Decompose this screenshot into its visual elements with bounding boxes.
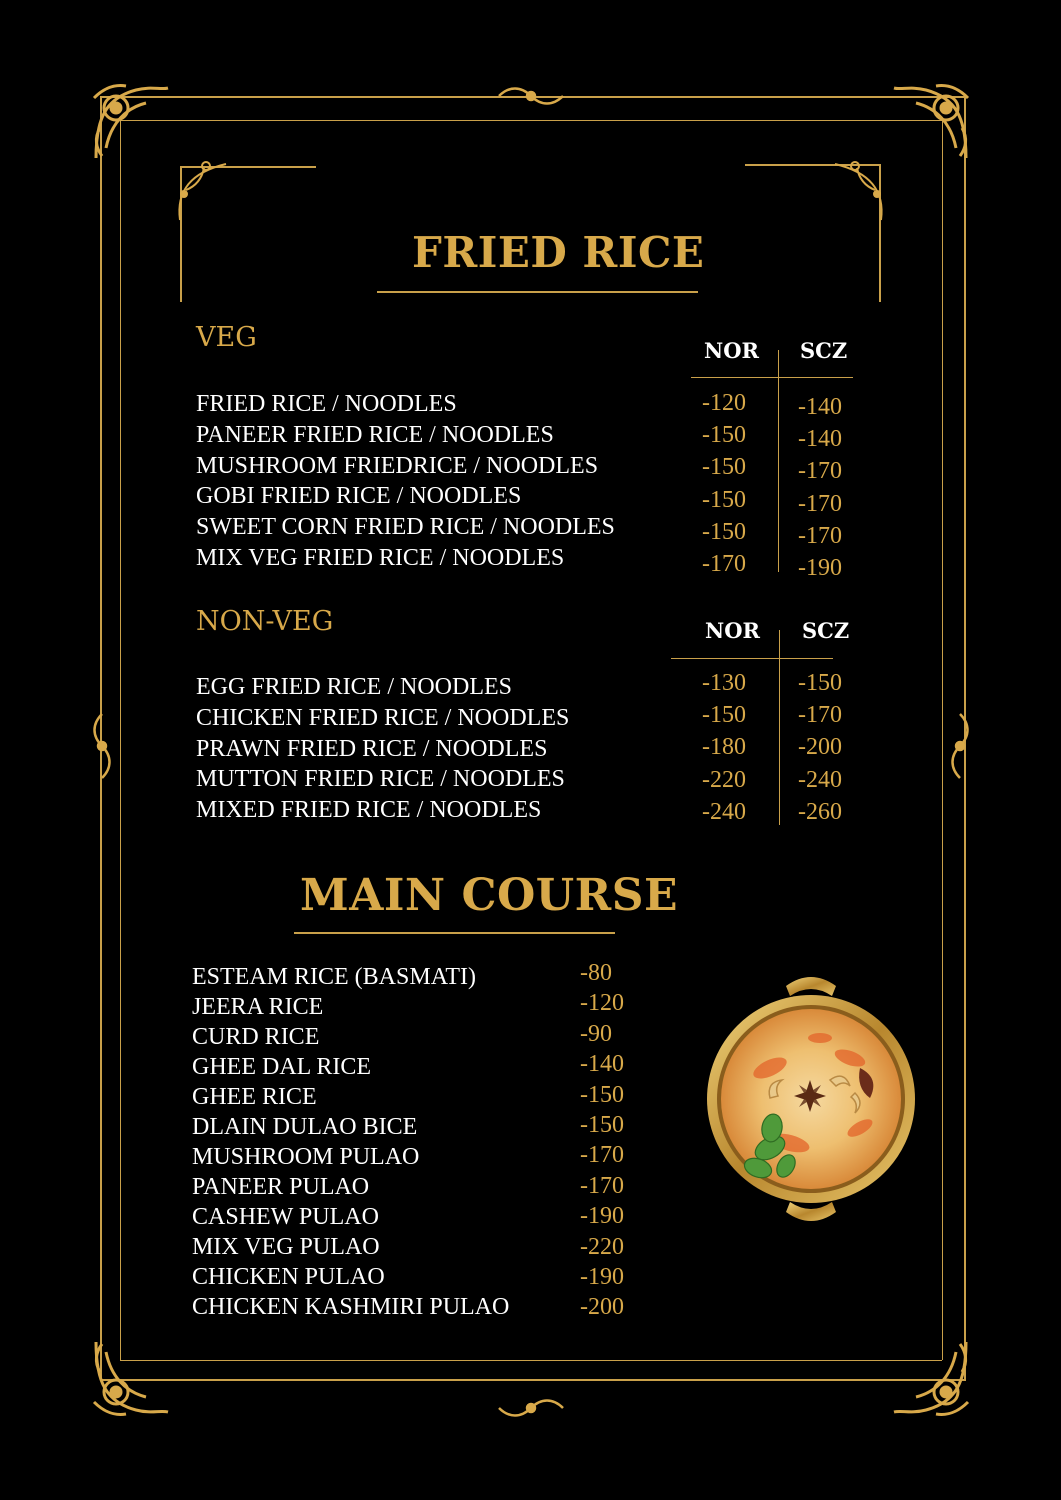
price-scz: -150 (798, 670, 842, 696)
price-scz: -170 (798, 458, 842, 485)
main-course-item: CHICKEN KASHMIRI PULAO (192, 1294, 510, 1320)
fried-rice-title-underline (377, 291, 698, 293)
price-nor: -240 (702, 798, 746, 825)
inner-frame-right (942, 120, 943, 1360)
main-course-item: MUSHROOM PULAO (192, 1144, 420, 1170)
nonveg-item-list (196, 672, 569, 826)
nonveg-item: MIXED FRIED RICE / NOODLES (196, 797, 542, 824)
veg-item: MIX VEG FRIED RICE / NOODLES (196, 544, 565, 571)
biryani-bowl-image (700, 968, 922, 1230)
price-nor: -180 (702, 734, 746, 761)
price-nor: -150 (702, 518, 746, 545)
price: -80 (580, 960, 612, 986)
price-nor: -150 (702, 702, 746, 729)
flourish-icon (815, 150, 895, 230)
main-course-title-underline (294, 932, 615, 934)
inner-frame-left (120, 120, 121, 1360)
scroll-ornament-icon (495, 84, 567, 108)
nonveg-col-nor: NOR (705, 618, 760, 643)
veg-col-divider-v (778, 350, 779, 572)
veg-item: PANEER FRIED RICE / NOODLES (196, 421, 554, 448)
nonveg-heading: NON-VEG (196, 606, 334, 637)
price-scz: -170 (798, 702, 842, 729)
main-course-item: PANEER PULAO (192, 1174, 370, 1200)
nonveg-item: PRAWN FRIED RICE / NOODLES (196, 735, 548, 762)
main-course-item: DLAIN DULAO BICE (192, 1114, 418, 1140)
main-course-title: MAIN COURSE (300, 870, 679, 921)
main-course-item: JEERA RICE (192, 994, 324, 1020)
main-course-item: MIX VEG PULAO (192, 1234, 380, 1260)
nonveg-item: EGG FRIED RICE / NOODLES (196, 674, 512, 700)
veg-col-divider-h (691, 377, 853, 378)
price-nor: -220 (702, 766, 746, 793)
price: -150 (580, 1112, 624, 1139)
veg-col-nor: NOR (704, 338, 759, 363)
price: -190 (580, 1203, 624, 1230)
flourish-icon (166, 150, 246, 230)
veg-item: SWEET CORN FRIED RICE / NOODLES (196, 514, 615, 541)
nonveg-item: CHICKEN FRIED RICE / NOODLES (196, 704, 570, 731)
corner-ornament-icon (86, 78, 176, 168)
price-nor: -170 (702, 551, 746, 578)
fried-rice-title: FRIED RICE (412, 228, 705, 277)
price: -170 (580, 1142, 624, 1169)
price: -120 (580, 990, 624, 1017)
main-course-item: GHEE DAL RICE (192, 1054, 372, 1080)
price-nor: -120 (702, 390, 746, 416)
price-nor: -150 (702, 422, 746, 449)
veg-heading: VEG (196, 322, 257, 353)
nonveg-col-divider-v (779, 630, 780, 825)
price: -170 (580, 1172, 624, 1199)
nonveg-col-divider-h (671, 658, 833, 659)
scroll-ornament-icon (948, 710, 972, 782)
price-scz: -260 (798, 798, 842, 825)
price-scz: -170 (798, 490, 842, 517)
nonveg-col-scz: SCZ (802, 618, 850, 643)
price: -220 (580, 1233, 624, 1260)
price-scz: -140 (798, 394, 842, 420)
veg-item: MUSHROOM FRIEDRICE / NOODLES (196, 452, 599, 479)
veg-item: GOBI FRIED RICE / NOODLES (196, 483, 522, 510)
price-scz: -240 (798, 766, 842, 793)
price: -90 (580, 1020, 612, 1047)
veg-scz-prices (798, 391, 842, 584)
corner-ornament-icon (886, 78, 976, 168)
main-course-item: CHICKEN PULAO (192, 1264, 385, 1290)
main-course-item: CURD RICE (192, 1024, 320, 1050)
nonveg-nor-prices (702, 667, 746, 828)
scroll-ornament-icon (90, 710, 114, 782)
veg-item-list (196, 389, 615, 574)
price: -150 (580, 1081, 624, 1108)
veg-item: FRIED RICE / NOODLES (196, 391, 457, 417)
inner-frame-top (120, 120, 942, 121)
veg-col-scz: SCZ (800, 338, 848, 363)
corner-ornament-icon (86, 1332, 176, 1422)
main-course-item: GHEE RICE (192, 1084, 317, 1110)
corner-ornament-icon (886, 1332, 976, 1422)
nonveg-item: MUTTON FRIED RICE / NOODLES (196, 766, 565, 793)
price-scz: -190 (798, 555, 842, 582)
veg-nor-prices (702, 387, 746, 580)
price: -200 (580, 1294, 624, 1321)
nonveg-scz-prices (798, 667, 842, 828)
main-course-prices (580, 958, 624, 1323)
main-course-item: ESTEAM RICE (BASMATI) (192, 964, 477, 990)
price-nor: -150 (702, 486, 746, 513)
scroll-ornament-icon (495, 1396, 567, 1420)
price-scz: -200 (798, 734, 842, 761)
main-course-item: CASHEW PULAO (192, 1204, 379, 1230)
inner-frame-bottom (120, 1360, 942, 1361)
price-scz: -170 (798, 522, 842, 549)
price-scz: -140 (798, 426, 842, 453)
price-nor: -150 (702, 454, 746, 481)
price: -190 (580, 1264, 624, 1291)
price-nor: -130 (702, 670, 746, 696)
main-course-item-list (192, 962, 509, 1322)
price: -140 (580, 1051, 624, 1078)
